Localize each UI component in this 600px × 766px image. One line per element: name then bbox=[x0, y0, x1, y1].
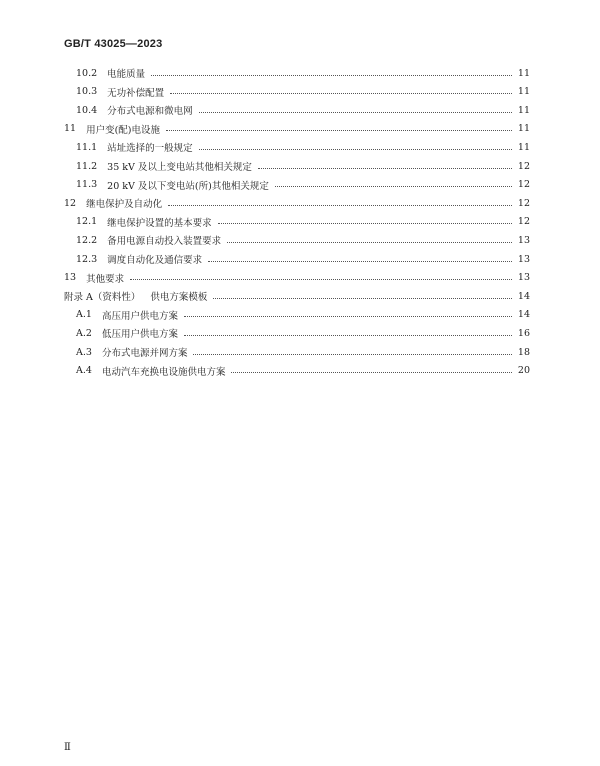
document-header: GB/T 43025—2023 bbox=[64, 38, 163, 50]
toc-entry-page: 11 bbox=[517, 123, 530, 135]
toc-entry-title: 用户变(配)电设施 bbox=[86, 124, 161, 136]
toc-entry-title: 20 kV 及以下变电站(所)其他相关规定 bbox=[107, 180, 269, 192]
toc-entry-page: 12 bbox=[517, 216, 530, 228]
toc-entry-title: 分布式电源和微电网 bbox=[107, 106, 193, 118]
toc-leader-dots bbox=[166, 130, 512, 131]
toc-entry-number: 13 bbox=[64, 272, 77, 284]
toc-entry-number: 11 bbox=[64, 123, 77, 135]
toc-leader-dots bbox=[213, 298, 512, 299]
toc-entry-number: A.3 bbox=[76, 346, 92, 358]
toc-entry[interactable] bbox=[76, 138, 530, 156]
toc-entry-title: 继电保护设置的基本要求 bbox=[107, 217, 212, 229]
toc-entry-page: 13 bbox=[517, 234, 530, 246]
toc-entry-number: 11.3 bbox=[76, 179, 98, 191]
toc-entry[interactable] bbox=[64, 194, 530, 212]
toc-leader-dots bbox=[193, 354, 511, 355]
toc-entry[interactable] bbox=[76, 231, 530, 249]
toc-entry-page: 16 bbox=[517, 327, 530, 339]
toc-leader-dots bbox=[151, 75, 512, 76]
toc-entry-number: 附录 A（资料性） bbox=[64, 292, 141, 304]
toc-entry-title: 其他要求 bbox=[86, 273, 125, 285]
toc-entry-page: 11 bbox=[517, 141, 530, 153]
toc-entry[interactable] bbox=[76, 213, 530, 231]
toc-leader-dots bbox=[199, 149, 512, 150]
toc-entry[interactable] bbox=[76, 324, 530, 342]
toc-entry-page: 11 bbox=[517, 104, 530, 116]
toc-entry-title: 站址选择的一般规定 bbox=[107, 143, 193, 155]
toc-entry[interactable] bbox=[76, 83, 530, 101]
toc-leader-dots bbox=[199, 112, 512, 113]
toc-entry-page: 12 bbox=[517, 160, 530, 172]
toc-entry-title: 低压用户供电方案 bbox=[101, 329, 178, 341]
toc-entry[interactable] bbox=[76, 362, 530, 380]
toc-entry-number: 10.4 bbox=[76, 104, 98, 116]
toc-entry-page: 18 bbox=[517, 346, 530, 358]
toc-entry-number: 11.1 bbox=[76, 141, 98, 153]
toc-entry[interactable] bbox=[64, 120, 530, 138]
toc-entry-number: 12.3 bbox=[76, 253, 98, 265]
toc-leader-dots bbox=[130, 279, 512, 280]
toc-entry[interactable] bbox=[76, 101, 530, 119]
toc-entry-number: 10.3 bbox=[76, 86, 98, 98]
toc-entry-number: A.1 bbox=[76, 309, 92, 321]
toc-entry-number: 12.1 bbox=[76, 216, 98, 228]
toc-leader-dots bbox=[231, 372, 511, 373]
toc-entry-number: 12 bbox=[64, 197, 77, 209]
toc-entry-page: 11 bbox=[517, 86, 530, 98]
toc-leader-dots bbox=[168, 205, 512, 206]
toc-entry-page: 12 bbox=[517, 179, 530, 191]
toc-entry-page: 12 bbox=[517, 197, 530, 209]
toc-entry-title: 供电方案模板 bbox=[150, 292, 208, 304]
toc-entry[interactable] bbox=[76, 157, 530, 175]
toc-entry-title: 高压用户供电方案 bbox=[101, 310, 178, 322]
toc-entry-title: 电动汽车充换电设施供电方案 bbox=[101, 366, 226, 378]
toc-leader-dots bbox=[170, 93, 512, 94]
toc-entry[interactable] bbox=[76, 306, 530, 324]
toc-entry-title: 35 kV 及以上变电站其他相关规定 bbox=[107, 162, 252, 173]
toc-entry-page: 14 bbox=[517, 290, 530, 302]
toc-leader-dots bbox=[208, 261, 512, 262]
toc-entry-page: 14 bbox=[517, 309, 530, 321]
toc-leader-dots bbox=[275, 186, 512, 187]
toc-entry-title: 继电保护及自动化 bbox=[86, 199, 163, 211]
toc-entry-page: 11 bbox=[517, 67, 530, 79]
toc-entry-page: 13 bbox=[517, 253, 530, 265]
toc-entry-number: 11.2 bbox=[76, 160, 98, 172]
toc-entry[interactable] bbox=[76, 250, 530, 268]
toc-leader-dots bbox=[184, 316, 512, 317]
toc-entry-number: A.2 bbox=[76, 327, 92, 339]
toc-entry-page: 20 bbox=[517, 365, 530, 377]
page-number: Ⅱ bbox=[64, 742, 71, 753]
toc-entry[interactable] bbox=[64, 269, 530, 287]
toc-entry-title: 电能质量 bbox=[107, 69, 146, 80]
toc-entry-title: 调度自动化及通信要求 bbox=[107, 255, 203, 266]
toc-entry[interactable] bbox=[76, 343, 530, 361]
toc-leader-dots bbox=[258, 168, 512, 169]
toc-entry-title: 备用电源自动投入装置要求 bbox=[107, 236, 222, 248]
toc-entry-page: 13 bbox=[517, 272, 530, 284]
toc-leader-dots bbox=[227, 242, 512, 243]
toc-entry-number: 12.2 bbox=[76, 234, 98, 246]
toc-entry[interactable] bbox=[64, 287, 530, 305]
toc-leader-dots bbox=[218, 223, 512, 224]
toc-entry-title: 分布式电源并网方案 bbox=[101, 348, 188, 359]
toc-entry-number: 10.2 bbox=[76, 67, 98, 79]
toc-entry[interactable] bbox=[76, 176, 530, 194]
toc-leader-dots bbox=[184, 335, 512, 336]
toc-entry-title: 无功补偿配置 bbox=[107, 87, 165, 99]
toc-entry[interactable] bbox=[76, 64, 530, 82]
toc-entry-number: A.4 bbox=[76, 365, 92, 377]
